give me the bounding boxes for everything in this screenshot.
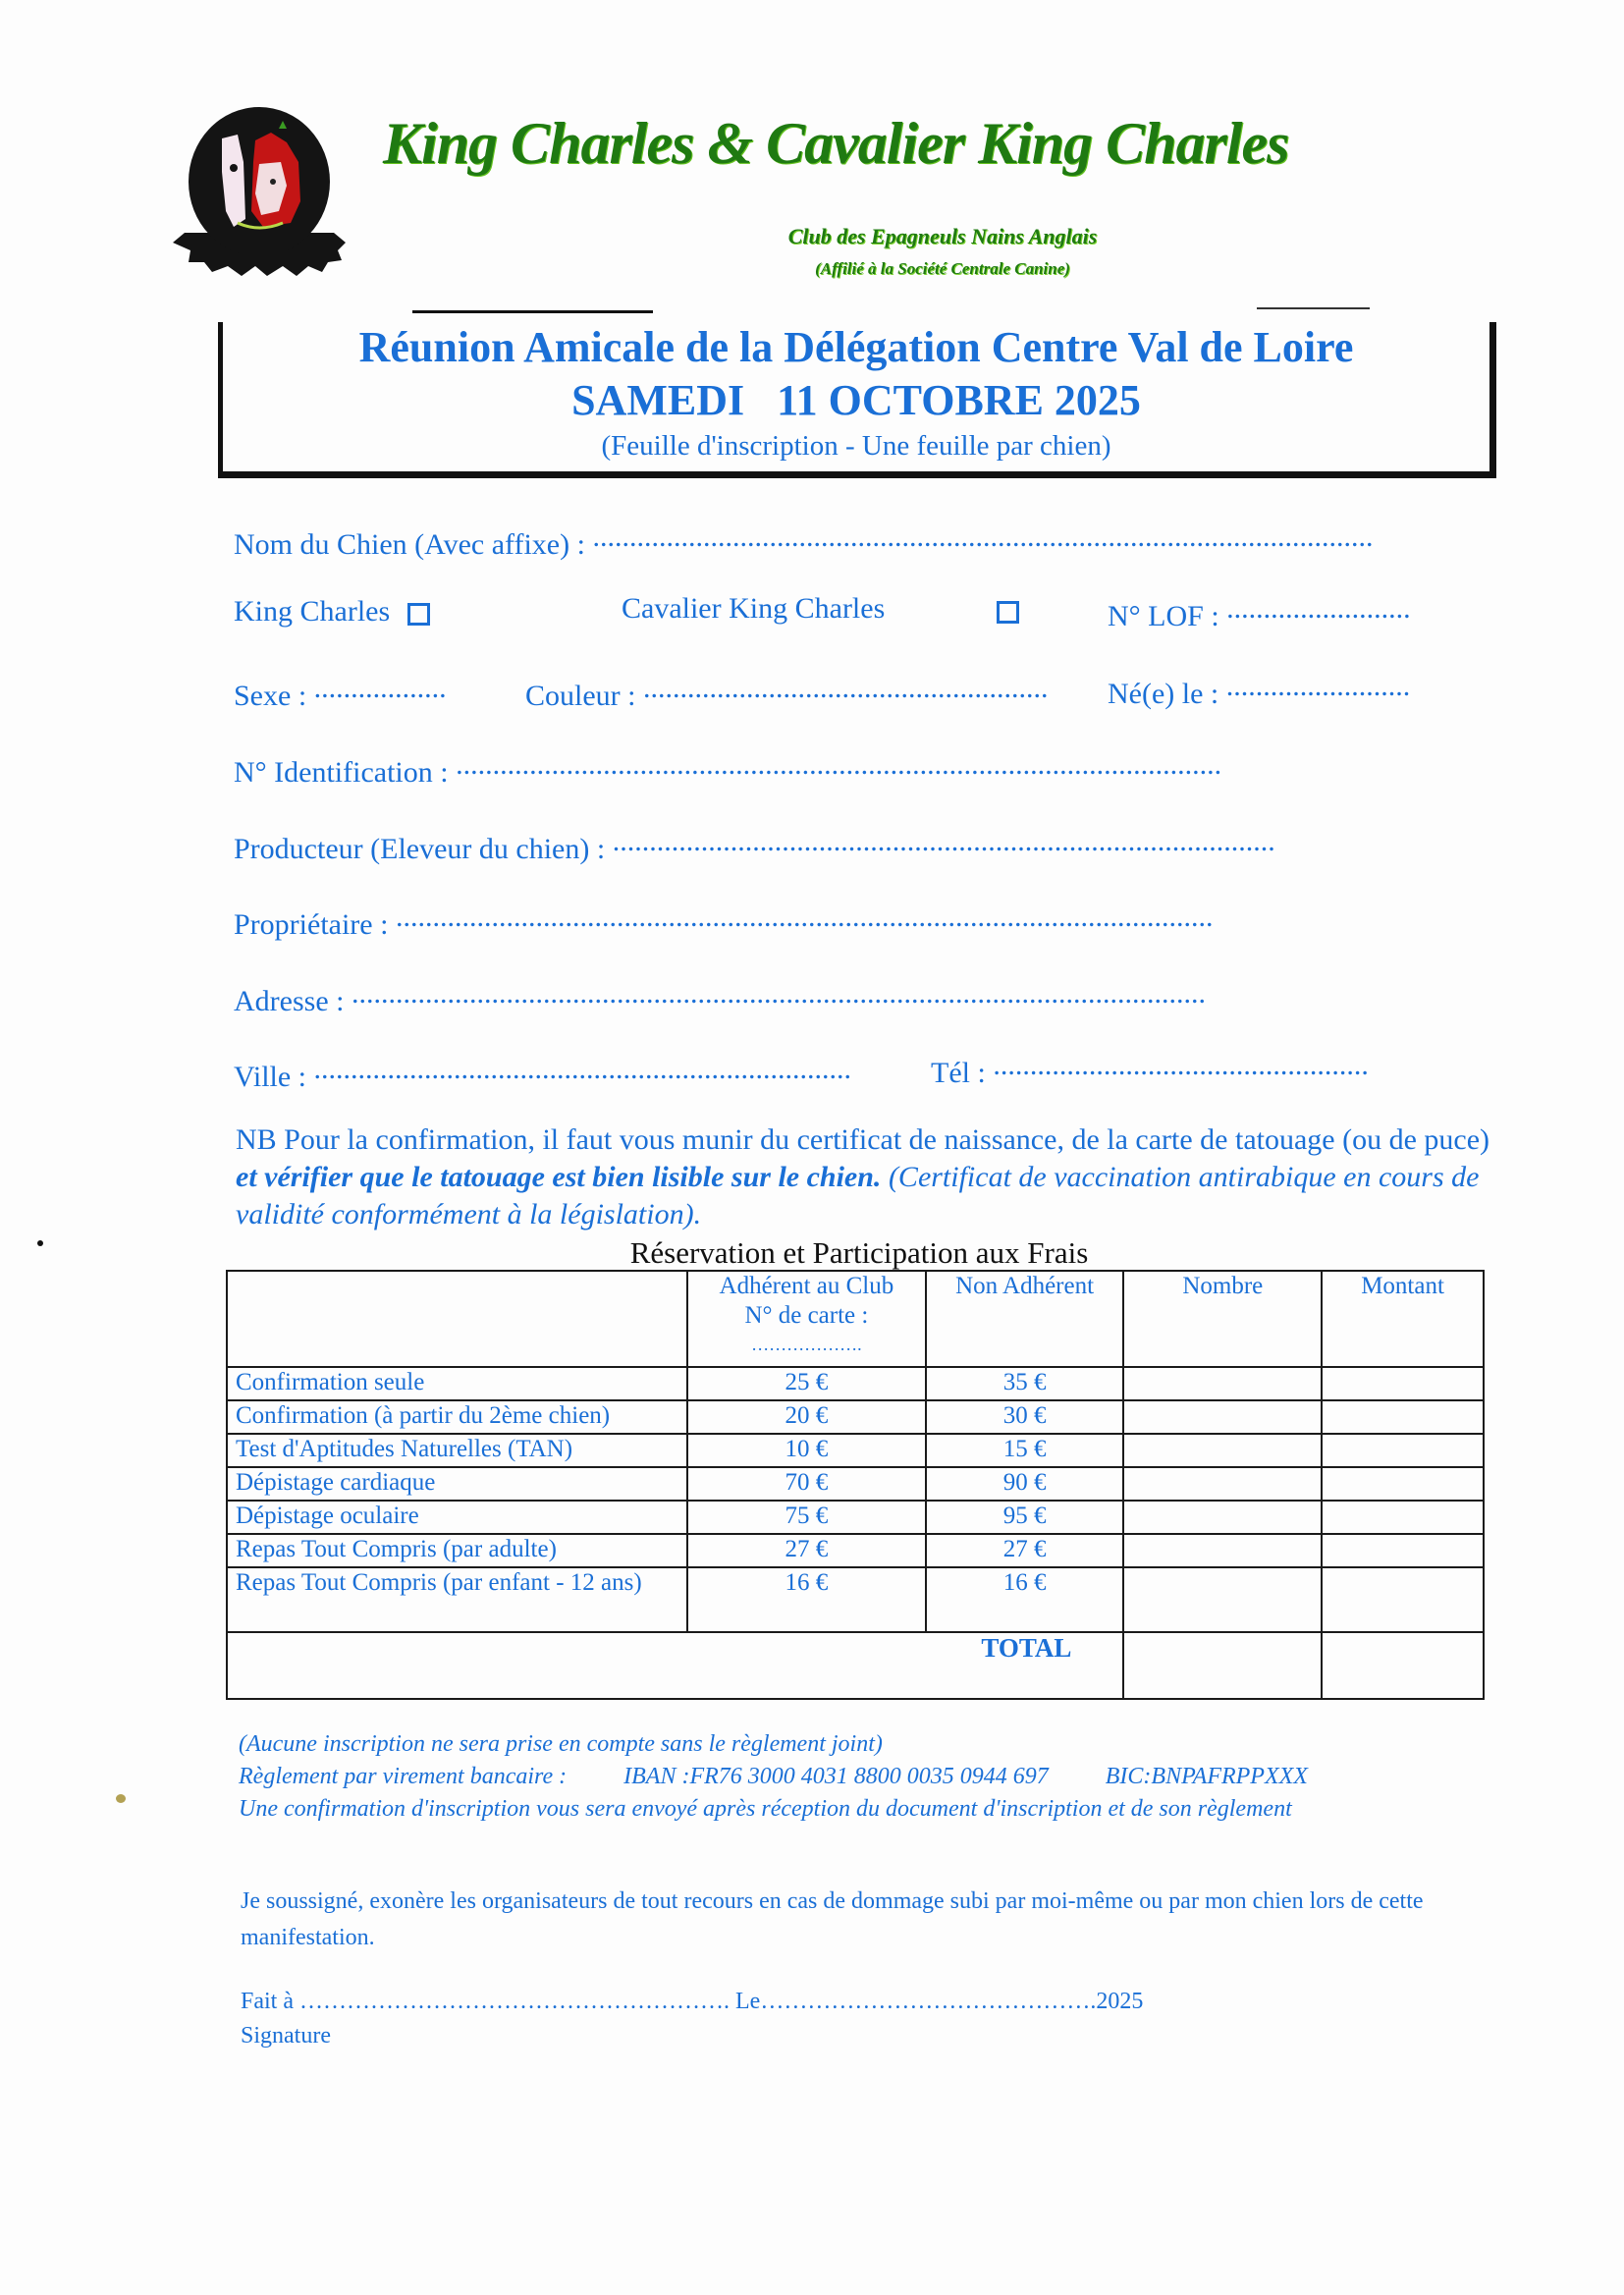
identification-label: N° Identification : bbox=[234, 756, 449, 789]
bic: BIC:BNPAFRPPXXX bbox=[1105, 1764, 1308, 1789]
row-label: Test d'Aptitudes Naturelles (TAN) bbox=[227, 1434, 687, 1467]
total-amount-cell[interactable] bbox=[1322, 1632, 1484, 1699]
row-label: Dépistage cardiaque bbox=[227, 1467, 687, 1501]
row-amount-cell[interactable] bbox=[1322, 1367, 1484, 1400]
row-count-cell[interactable] bbox=[1123, 1567, 1322, 1632]
row-member-price: 75 € bbox=[687, 1501, 926, 1534]
fees-table bbox=[226, 1270, 1485, 1700]
table-row bbox=[227, 1567, 1484, 1632]
row-non-member-price: 16 € bbox=[926, 1567, 1124, 1632]
title-box-border-fragment bbox=[412, 310, 653, 313]
king-charles-checkbox[interactable] bbox=[407, 603, 430, 626]
sex-field[interactable] bbox=[234, 672, 486, 713]
row-count-cell[interactable] bbox=[1123, 1367, 1322, 1400]
lof-field[interactable] bbox=[1108, 592, 1460, 633]
table-row bbox=[227, 1434, 1484, 1467]
event-date: SAMEDI 11 OCTOBRE 2025 bbox=[571, 376, 1141, 424]
dog-name-label: Nom du Chien (Avec affixe) : bbox=[234, 528, 585, 561]
club-name: Club des Epagneuls Nains Anglais bbox=[787, 224, 1098, 248]
header-member-card-label: N° de carte : bbox=[744, 1302, 869, 1329]
color-label: Couleur : bbox=[525, 680, 636, 712]
city-label: Ville : bbox=[234, 1061, 307, 1093]
confirmation-note: Une confirmation d'inscription vous sera envoyé après réception du document d'inscription et de son règlement bbox=[239, 1796, 1292, 1822]
table-row bbox=[227, 1400, 1484, 1434]
breed-king-charles[interactable] bbox=[234, 595, 430, 628]
header-member bbox=[687, 1271, 926, 1367]
row-amount-cell[interactable] bbox=[1322, 1467, 1484, 1501]
row-count-cell[interactable] bbox=[1123, 1534, 1322, 1567]
payment-required-note: (Aucune inscription ne sera prise en compte sans le règlement joint) bbox=[239, 1731, 883, 1757]
header-count: Nombre bbox=[1123, 1271, 1322, 1367]
row-label: Confirmation (à partir du 2ème chien) bbox=[227, 1400, 687, 1434]
birth-date-field[interactable] bbox=[1108, 670, 1460, 711]
row-count-cell[interactable] bbox=[1123, 1400, 1322, 1434]
scan-speck bbox=[116, 1794, 126, 1803]
row-member-price: 20 € bbox=[687, 1400, 926, 1434]
row-label: Repas Tout Compris (par enfant - 12 ans) bbox=[227, 1567, 687, 1632]
identification-dots[interactable]: ........................................................................................................ bbox=[456, 748, 1222, 781]
row-non-member-price: 15 € bbox=[926, 1434, 1124, 1467]
address-label: Adresse : bbox=[234, 985, 345, 1017]
row-amount-cell[interactable] bbox=[1322, 1567, 1484, 1632]
total-label-cell bbox=[227, 1632, 1123, 1699]
row-label: Confirmation seule bbox=[227, 1367, 687, 1400]
table-row bbox=[227, 1467, 1484, 1501]
place-date-line[interactable] bbox=[241, 1989, 1143, 2015]
breed-king-charles-label: King Charles bbox=[234, 595, 391, 628]
date-label: Le bbox=[735, 1989, 761, 2014]
owner-dots[interactable]: ............................................................................................................... bbox=[395, 901, 1214, 933]
row-non-member-price: 90 € bbox=[926, 1467, 1124, 1501]
owner-label: Propriétaire : bbox=[234, 908, 389, 941]
title-box-border-fragment bbox=[1257, 307, 1370, 309]
total-count-cell[interactable] bbox=[1123, 1632, 1322, 1699]
color-dots[interactable]: ....................................................... bbox=[643, 672, 1049, 704]
place-dots[interactable]: ………………………………………………. bbox=[299, 1989, 730, 2014]
breed-cavalier-label: Cavalier King Charles bbox=[622, 592, 886, 625]
address-field[interactable] bbox=[234, 977, 1471, 1018]
header-amount: Montant bbox=[1322, 1271, 1484, 1367]
row-non-member-price: 30 € bbox=[926, 1400, 1124, 1434]
city-field[interactable] bbox=[234, 1053, 923, 1094]
cavalier-checkbox[interactable] bbox=[997, 601, 1019, 624]
identification-field[interactable] bbox=[234, 748, 1310, 790]
table-row bbox=[227, 1534, 1484, 1567]
place-label: Fait à bbox=[241, 1989, 294, 2014]
row-member-price: 27 € bbox=[687, 1534, 926, 1567]
phone-label: Tél : bbox=[931, 1057, 986, 1089]
color-field[interactable] bbox=[525, 672, 1085, 713]
iban: IBAN :FR76 3000 4031 8800 0035 0944 697 bbox=[623, 1764, 1049, 1789]
row-label: Repas Tout Compris (par adulte) bbox=[227, 1534, 687, 1567]
member-card-dots[interactable]: ………………. bbox=[751, 1335, 862, 1354]
club-logo-icon bbox=[165, 103, 352, 280]
row-member-price: 70 € bbox=[687, 1467, 926, 1501]
total-label: TOTAL bbox=[981, 1633, 1072, 1663]
nb-text: NB Pour la confirmation, il faut vous munir du certificat de naissance, de la carte de tatouage (ou de puce) bbox=[236, 1123, 1490, 1156]
liability-waiver: Je soussigné, exonère les organisateurs de tout recours en cas de dommage subi par moi-même ou par mon chien lors de cette manifestation. bbox=[241, 1888, 1424, 1950]
lof-label: N° LOF : bbox=[1108, 600, 1219, 632]
nb-vaccination: (Certificat de vaccination antirabique en cours de validité conformément à la législation). bbox=[236, 1161, 1480, 1230]
table-row bbox=[227, 1367, 1484, 1400]
header-non-member: Non Adhérent bbox=[926, 1271, 1124, 1367]
row-label: Dépistage oculaire bbox=[227, 1501, 687, 1534]
affiliation: (Affilié à la Société Centrale Canine) bbox=[815, 259, 1070, 278]
row-amount-cell[interactable] bbox=[1322, 1534, 1484, 1567]
nb-notice bbox=[236, 1121, 1502, 1233]
row-amount-cell[interactable] bbox=[1322, 1400, 1484, 1434]
table-header-row bbox=[227, 1271, 1484, 1367]
breed-cavalier[interactable] bbox=[622, 592, 885, 626]
date-dots[interactable]: ……………………………………. bbox=[760, 1989, 1097, 2014]
nb-emphasis: et vérifier que le tatouage est bien lisible sur le chien. bbox=[236, 1161, 882, 1193]
row-member-price: 25 € bbox=[687, 1367, 926, 1400]
row-non-member-price: 95 € bbox=[926, 1501, 1124, 1534]
brand-title: King Charles & Cavalier King Charles bbox=[383, 111, 1289, 176]
birth-date-dots[interactable]: ......................... bbox=[1225, 670, 1411, 702]
header-member-label: Adhérent au Club bbox=[719, 1273, 894, 1299]
owner-field[interactable] bbox=[234, 901, 1441, 942]
row-member-price: 16 € bbox=[687, 1567, 926, 1632]
row-non-member-price: 27 € bbox=[926, 1534, 1124, 1567]
dog-name-field[interactable] bbox=[234, 520, 1417, 562]
scan-speck bbox=[37, 1240, 43, 1246]
row-count-cell[interactable] bbox=[1123, 1434, 1322, 1467]
table-row bbox=[227, 1501, 1484, 1534]
lof-dots[interactable]: ......................... bbox=[1226, 592, 1411, 625]
bank-transfer-label: Règlement par virement bancaire : bbox=[239, 1764, 568, 1789]
fees-table-title: Réservation et Participation aux Frais bbox=[629, 1235, 1089, 1270]
breeder-label: Producteur (Eleveur du chien) : bbox=[234, 833, 606, 865]
bank-transfer-line bbox=[239, 1764, 1308, 1790]
dog-name-dots[interactable]: .......................................................................................................... bbox=[592, 520, 1374, 553]
breeder-dots[interactable]: .......................................................................................... bbox=[612, 825, 1275, 857]
event-title: Réunion Amicale de la Délégation Centre Val de Loire bbox=[358, 323, 1354, 371]
row-amount-cell[interactable] bbox=[1322, 1501, 1484, 1534]
row-non-member-price: 35 € bbox=[926, 1367, 1124, 1400]
signature-label: Signature bbox=[241, 2023, 331, 2049]
event-subtitle: (Feuille d'inscription - Une feuille par chien) bbox=[601, 430, 1111, 462]
city-dots[interactable]: ......................................................................... bbox=[313, 1053, 852, 1085]
phone-dots[interactable]: ................................................... bbox=[993, 1049, 1369, 1081]
sex-label: Sexe : bbox=[234, 680, 307, 712]
phone-field[interactable] bbox=[931, 1049, 1435, 1090]
table-total-row bbox=[227, 1632, 1484, 1699]
sex-dots[interactable]: .................. bbox=[313, 672, 447, 704]
header-empty-cell bbox=[227, 1271, 687, 1367]
row-member-price: 10 € bbox=[687, 1434, 926, 1467]
year: 2025 bbox=[1096, 1989, 1144, 2014]
row-amount-cell[interactable] bbox=[1322, 1434, 1484, 1467]
row-count-cell[interactable] bbox=[1123, 1501, 1322, 1534]
address-dots[interactable]: .................................................................................................................... bbox=[351, 977, 1206, 1010]
breeder-field[interactable] bbox=[234, 825, 1433, 866]
row-count-cell[interactable] bbox=[1123, 1467, 1322, 1501]
birth-date-label: Né(e) le : bbox=[1108, 678, 1219, 710]
